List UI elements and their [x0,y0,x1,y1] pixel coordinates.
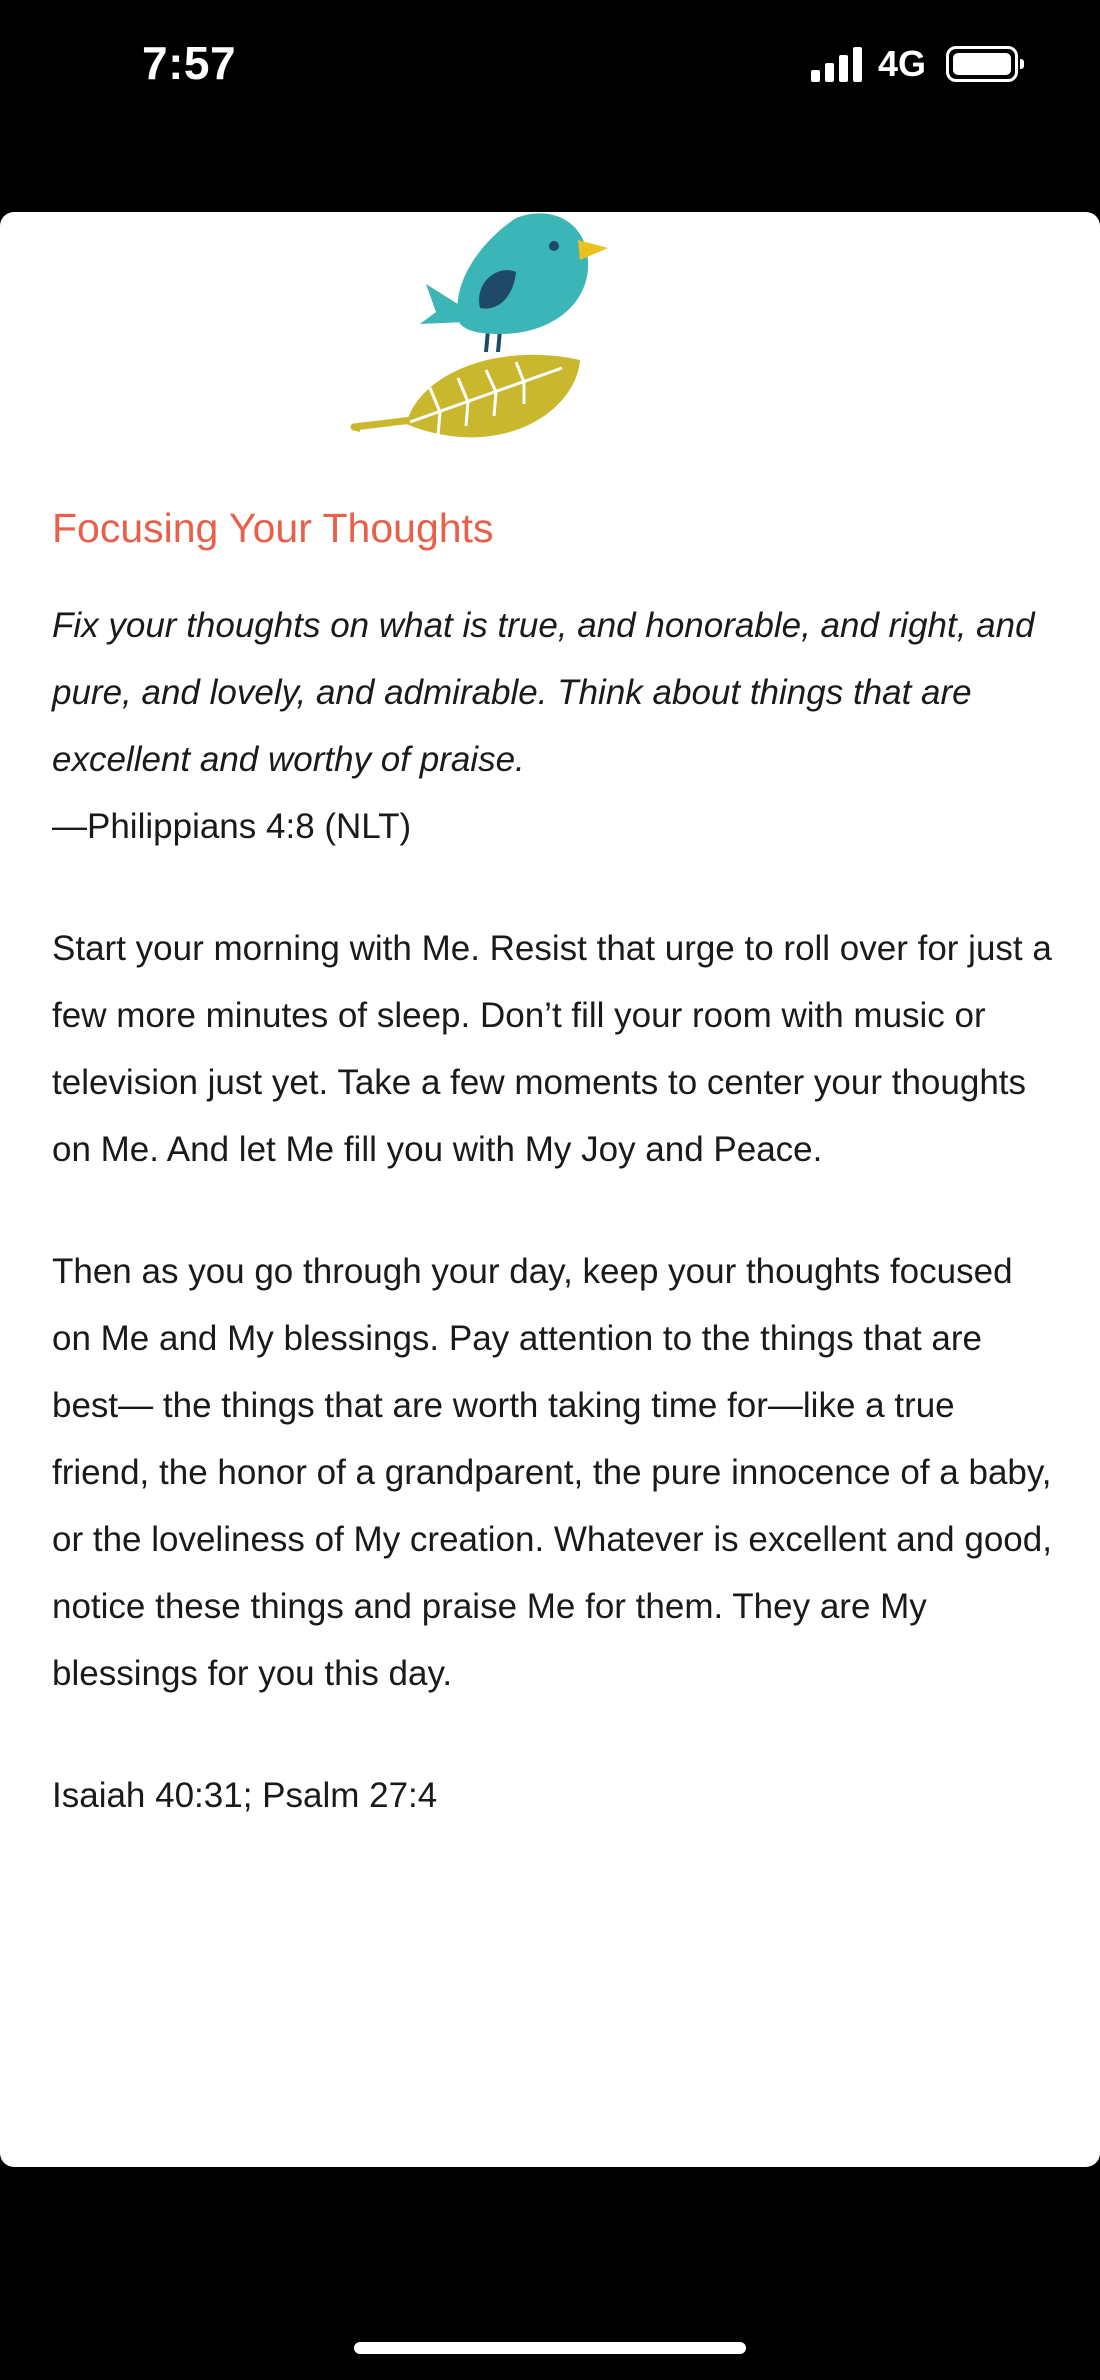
status-bar [0,0,1100,130]
status-time: 7:57 [142,37,237,89]
network-type: 4G [877,43,926,84]
home-indicator[interactable] [354,2342,746,2354]
body-paragraph: Start your morning with Me. Resist that urge to roll over for just a few more minutes of sleep. Don’t fill your room with music or television just yet. Take a few moments to center your thoughts on Me. And let Me fill you with My Joy and Peace. [52,929,1052,1169]
body-paragraph: Then as you go through your day, keep your thoughts focused on Me and My blessings. Pay attention to the things that are best— the things that are worth taking time for—like a true friend, the honor of a grandparent, the pure innocence of a baby, or the loveliness of My creation. Whatever is excellent and good, notice these things and praise Me for them. They are My blessings for you this day. [52,1252,1052,1693]
devotional-article [52,502,1052,1829]
scripture-verse: Fix your thoughts on what is true, and honorable, and right, and pure, and lovely, and admirable. Think about things that are excellent and worthy of praise. [52,606,1035,779]
battery-icon [946,46,1018,82]
bird-on-leaf-icon [340,212,640,462]
related-references: Isaiah 40:31; Psalm 27:4 [52,1776,438,1815]
devotional-card[interactable] [0,212,1100,2167]
verse-reference: —Philippians 4:8 (NLT) [52,807,412,846]
cellular-signal-icon [811,46,862,82]
status-indicators [811,42,1018,86]
article-title: Focusing Your Thoughts [52,505,494,551]
